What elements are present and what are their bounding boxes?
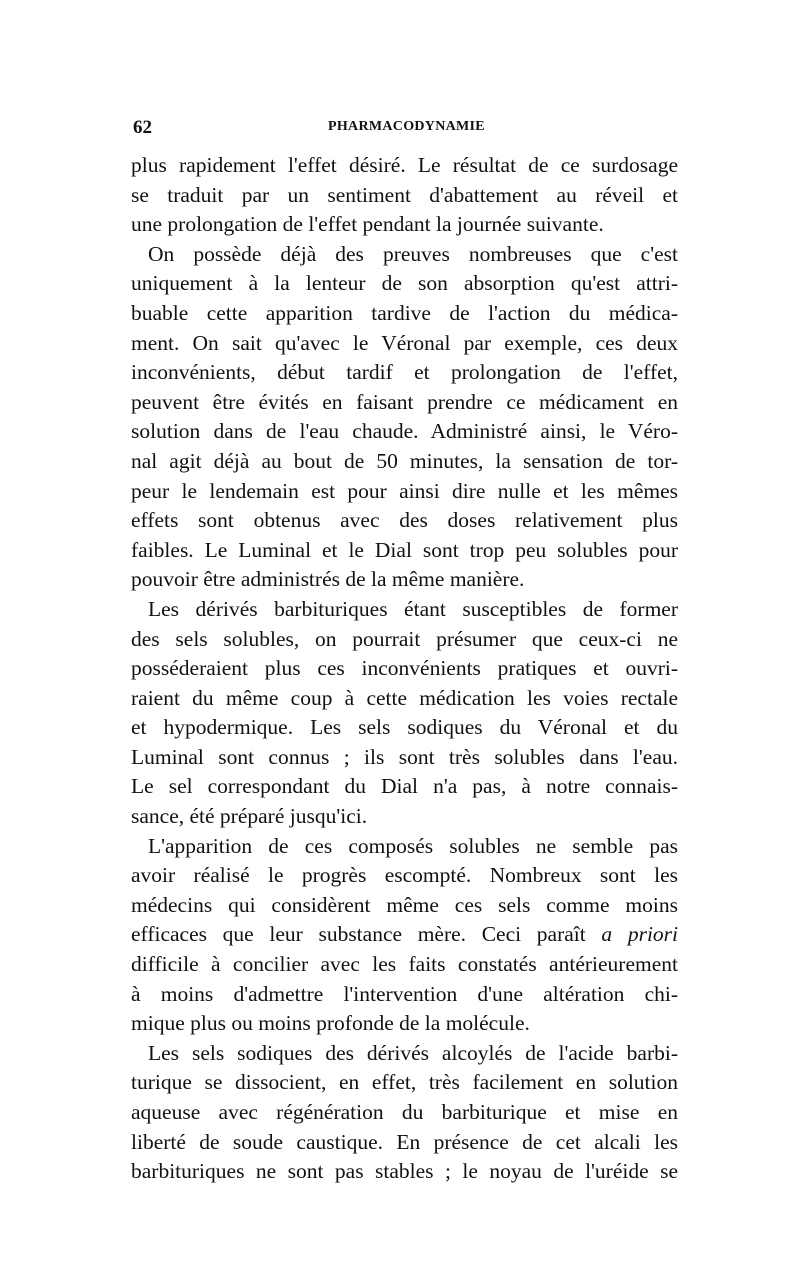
text-line: inconvénients, début tardif et prolongation de l'effet, — [131, 360, 678, 385]
text-line: effets sont obtenus avec des doses relativement plus — [131, 508, 678, 533]
text-line: L'apparition de ces composés solubles ne semble pas — [148, 833, 678, 858]
text-line: barbituriques ne sont pas stables ; le noyau de l'uréide se — [131, 1159, 678, 1184]
text-line: et hypodermique. Les sels sodiques du Véronal et du — [131, 715, 678, 740]
text-line: posséderaient plus ces inconvénients pratiques et ouvri- — [131, 656, 678, 681]
text-line: solution dans de l'eau chaude. Administré ainsi, le Véro- — [131, 419, 678, 444]
text-line: turique se dissocient, en effet, très facilement en solution — [131, 1070, 678, 1095]
text-line: pouvoir être administrés de la même manière. — [131, 567, 525, 592]
text-line: médecins qui considèrent même ces sels comme moins — [131, 892, 678, 917]
text-line: à moins d'admettre l'intervention d'une altération chi- — [131, 981, 678, 1006]
text-line: mique plus ou moins profonde de la molécule. — [131, 1011, 530, 1036]
text-line: des sels solubles, on pourrait présumer que ceux-ci ne — [131, 626, 678, 651]
text-line: Le sel correspondant du Dial n'a pas, à notre connais- — [131, 774, 678, 799]
text-line: faibles. Le Luminal et le Dial sont trop peu solubles pour — [131, 537, 678, 562]
page-number: 62 — [133, 117, 152, 138]
text-line: sance, été préparé jusqu'ici. — [131, 804, 368, 829]
text-line: ment. On sait qu'avec le Véronal par exemple, ces deux — [131, 330, 678, 355]
text-line: Luminal sont connus ; ils sont très solubles dans l'eau. — [131, 744, 678, 769]
text-line: se traduit par un sentiment d'abattement au réveil et — [131, 182, 678, 207]
text-line: raient du même coup à cette médication les voies rectale — [131, 685, 678, 710]
text-line: nal agit déjà au bout de 50 minutes, la sensation de tor- — [131, 448, 678, 473]
text-line: Les sels sodiques des dérivés alcoylés de l'acide barbi- — [148, 1040, 678, 1065]
text-line: avoir réalisé le progrès escompté. Nombreux sont les — [131, 863, 678, 888]
running-title: PHARMACODYNAMIE — [328, 119, 485, 134]
body-text — [131, 151, 678, 1187]
text-line: Les dérivés barbituriques étant susceptibles de former — [148, 596, 678, 621]
text-line: peur le lendemain est pour ainsi dire nulle et les mêmes — [131, 478, 678, 503]
running-head — [133, 117, 676, 139]
text-line: aqueuse avec régénération du barbiturique et mise en — [131, 1100, 678, 1124]
text-line: plus rapidement l'effet désiré. Le résultat de ce surdosage — [131, 153, 678, 177]
text-line — [131, 920, 678, 950]
text-line: difficile à concilier avec les faits constatés antérieurement — [131, 952, 678, 977]
text-line: buable cette apparition tardive de l'action du médica- — [131, 300, 678, 325]
text-line: uniquement à la lenteur de son absorption qu'est attri- — [131, 271, 678, 296]
text-line: peuvent être évités en faisant prendre ce médicament en — [131, 389, 678, 414]
text-line: une prolongation de l'effet pendant la journée suivante. — [131, 212, 604, 237]
text-line: liberté de soude caustique. En présence de cet alcali les — [131, 1129, 678, 1154]
text-segment: efficaces que leur substance mère. Ceci paraît — [131, 922, 586, 947]
italic-phrase: a priori — [601, 922, 679, 947]
text-line: On possède déjà des preuves nombreuses que c'est — [148, 241, 678, 266]
